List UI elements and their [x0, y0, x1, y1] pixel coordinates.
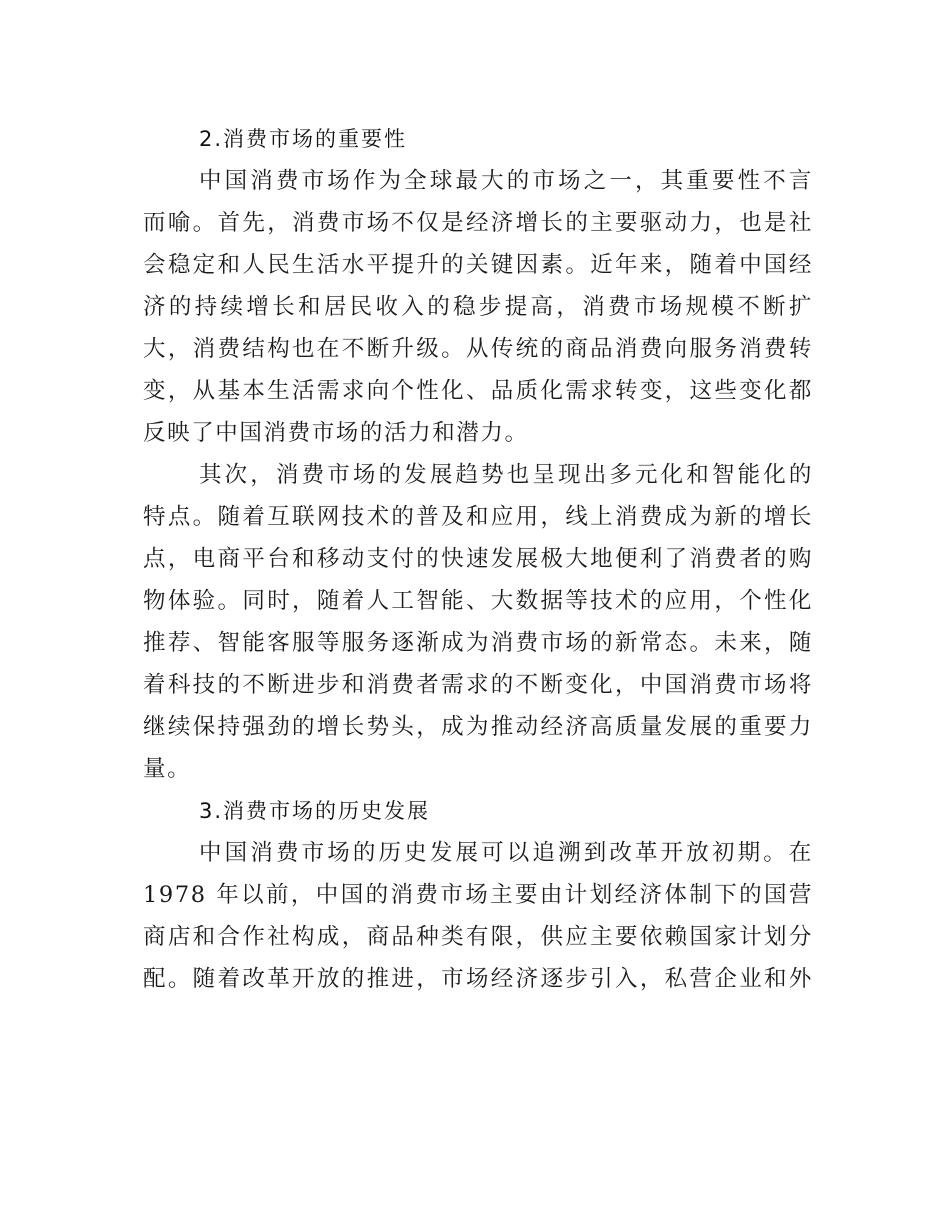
- document-body: [143, 118, 813, 1000]
- text-line: 着科技的不断进步和消费者需求的不断变化，中国消费市场将: [143, 672, 813, 698]
- text-line: 会稳定和人民生活水平提升的关键因素。近年来，随着中国经: [143, 252, 813, 278]
- text-line: 量。: [143, 756, 192, 782]
- text-line: 继续保持强劲的增长势头，成为推动经济高质量发展的重要力: [143, 714, 813, 740]
- text-line: 济的持续增长和居民收入的稳步提高，消费市场规模不断扩: [143, 294, 813, 320]
- text-line: 大，消费结构也在不断升级。从传统的商品消费向服务消费转: [143, 336, 813, 362]
- section-heading-importance: 2.消费市场的重要性: [199, 127, 408, 151]
- section-heading-history: 3.消费市场的历史发展: [199, 799, 431, 823]
- text-line: 物体验。同时，随着人工智能、大数据等技术的应用，个性化: [143, 588, 813, 614]
- paragraph-importance-2: [143, 454, 813, 790]
- text-line: 点，电商平台和移动支付的快速发展极大地便利了消费者的购: [143, 546, 813, 572]
- text-line: 特点。随着互联网技术的普及和应用，线上消费成为新的增长: [143, 504, 813, 530]
- paragraph-history-1: [143, 832, 813, 1000]
- text-line: 其次，消费市场的发展趋势也呈现出多元化和智能化的: [199, 462, 813, 488]
- text-line: 中国消费市场的历史发展可以追溯到改革开放初期。在: [199, 840, 813, 866]
- paragraph-importance-1: [143, 160, 813, 454]
- text-line: 中国消费市场作为全球最大的市场之一，其重要性不言: [199, 168, 813, 194]
- text-line: 1978 年以前，中国的消费市场主要由计划经济体制下的国营: [143, 882, 813, 908]
- text-line: 配。随着改革开放的推进，市场经济逐步引入，私营企业和外: [143, 966, 813, 992]
- text-line: 商店和合作社构成，商品种类有限，供应主要依赖国家计划分: [143, 924, 813, 950]
- text-line: 推荐、智能客服等服务逐渐成为消费市场的新常态。未来，随: [143, 630, 813, 656]
- text-line: 变，从基本生活需求向个性化、品质化需求转变，这些变化都: [143, 378, 813, 404]
- text-line: 而喻。首先，消费市场不仅是经济增长的主要驱动力，也是社: [143, 210, 813, 236]
- text-line: 反映了中国消费市场的活力和潜力。: [143, 420, 529, 446]
